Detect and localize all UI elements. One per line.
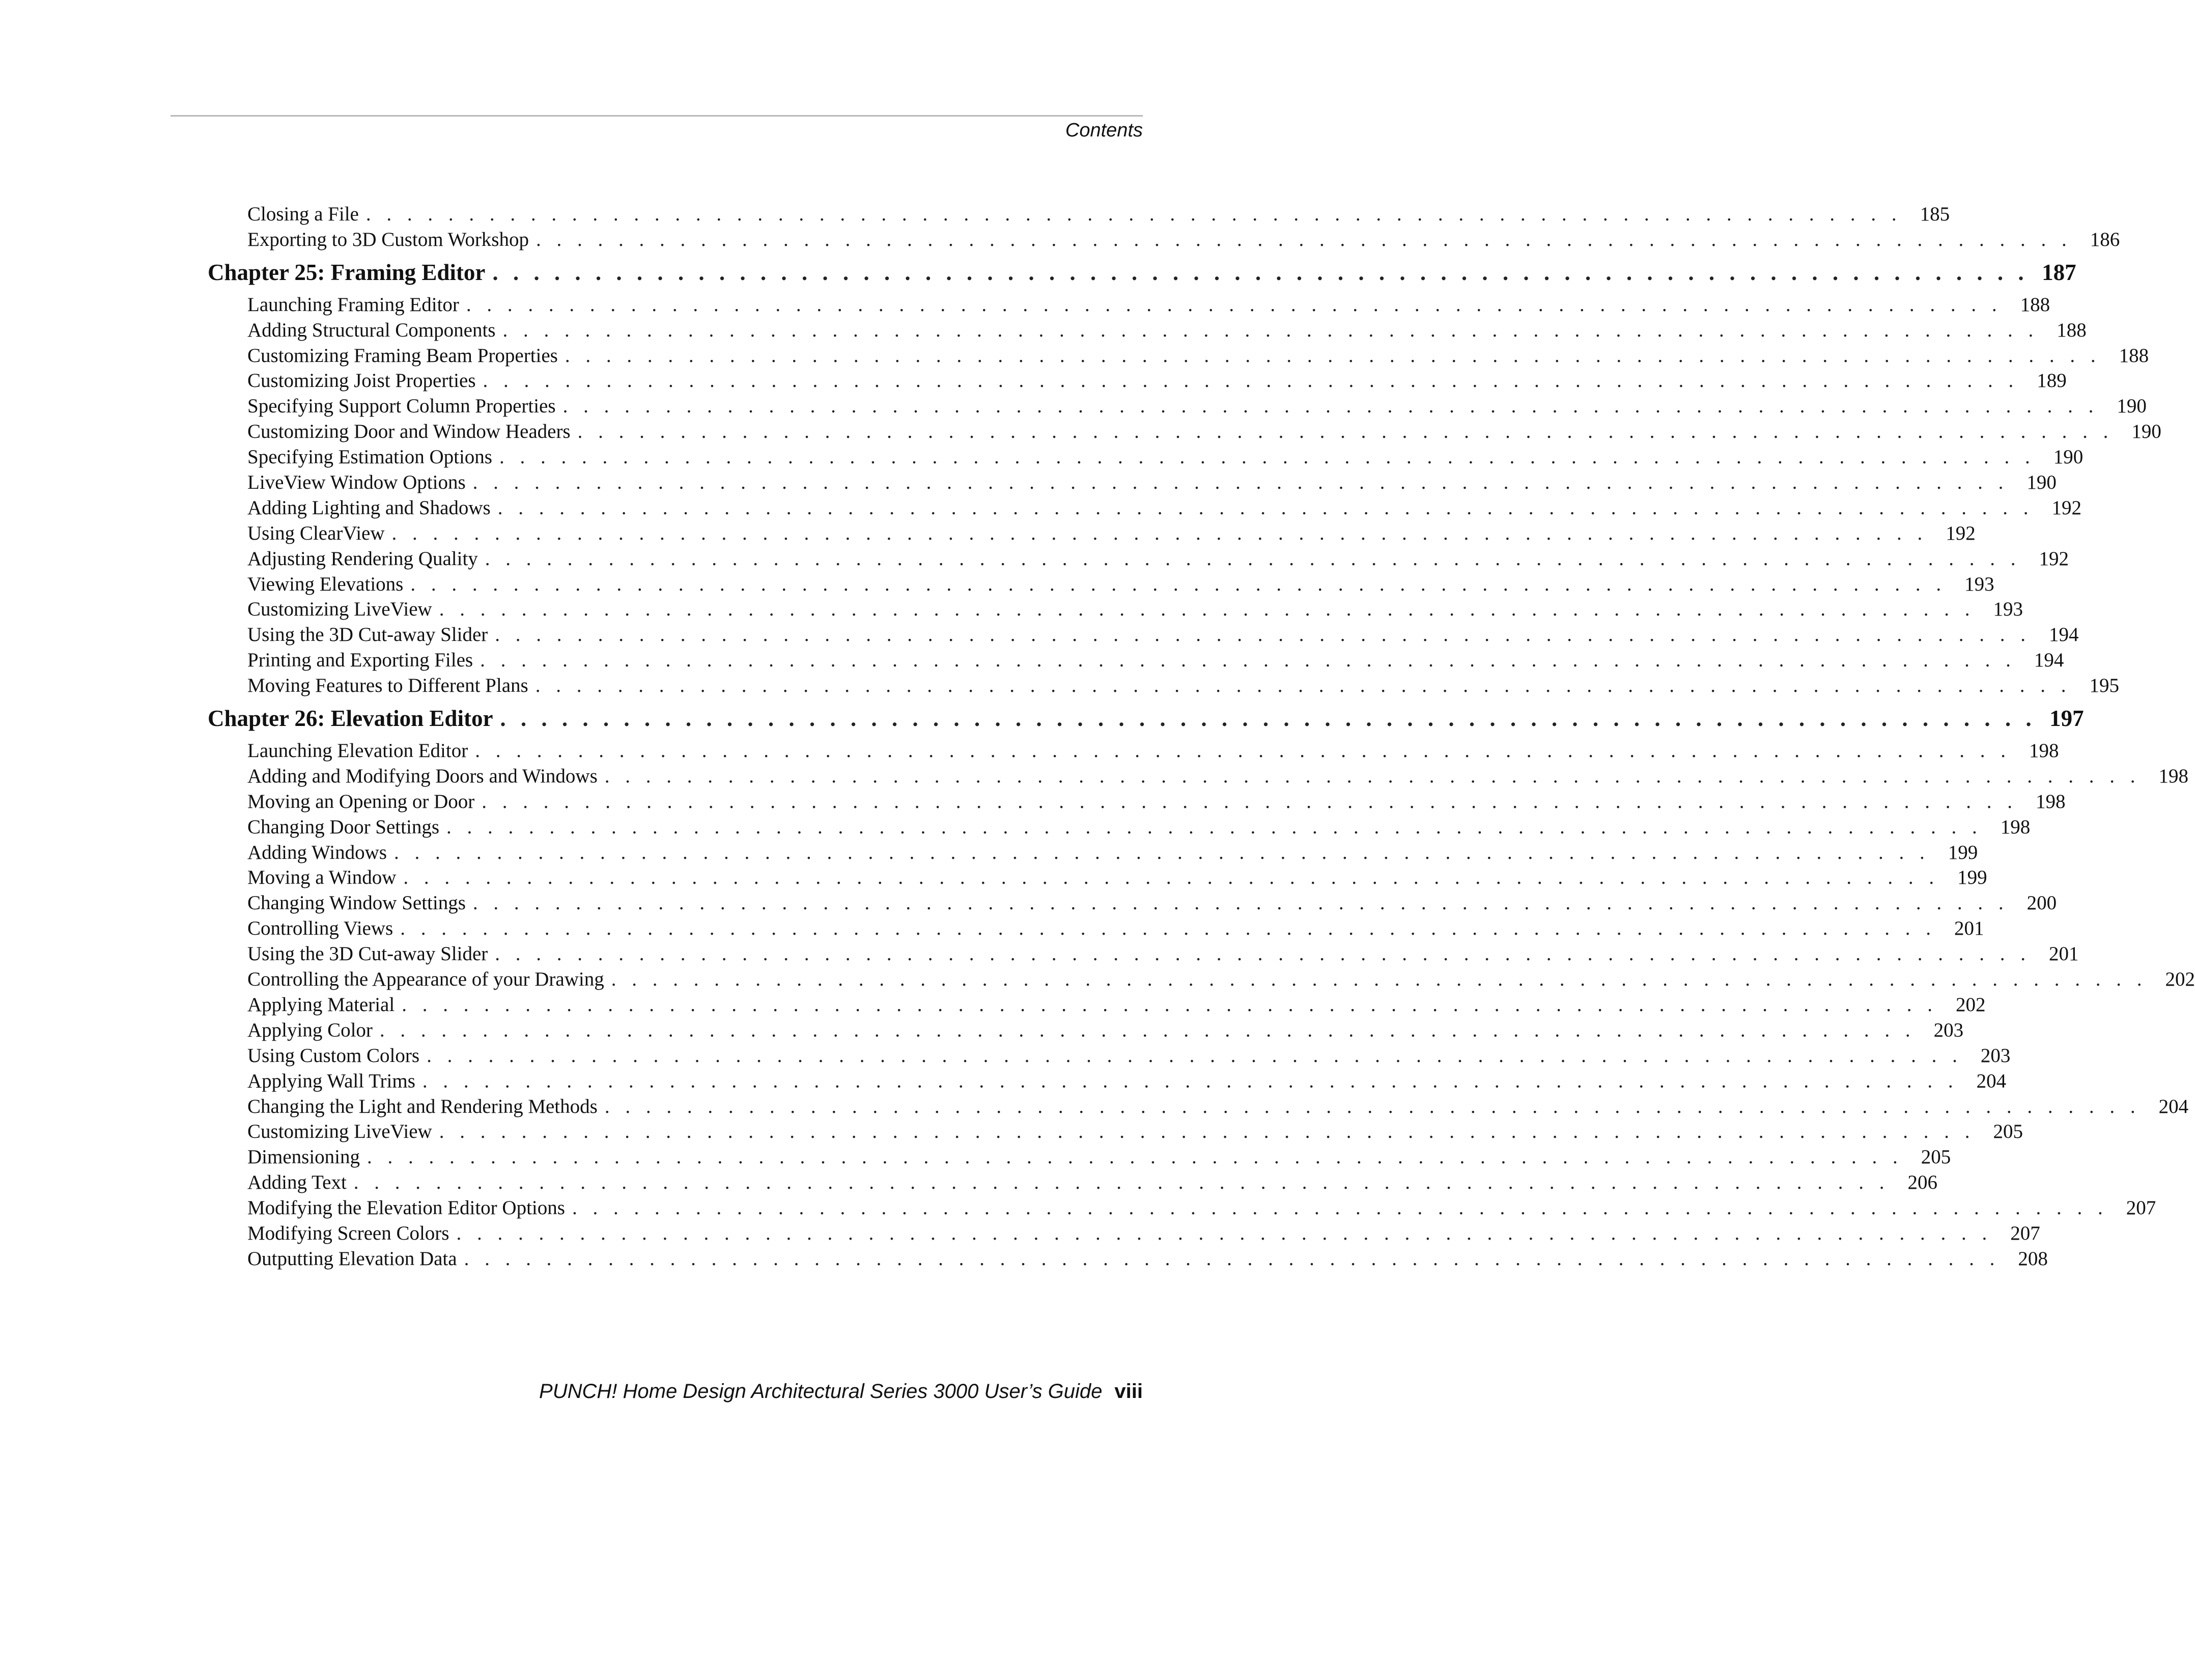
toc-entry-title: Specifying Support Column Properties [247, 395, 556, 417]
toc-entry[interactable] [247, 521, 1976, 546]
toc-entry-page: 200 [2027, 892, 2057, 914]
dot-leader: . . . . . . . . . . . . . . . . . . . . . . . . . . . . . . . . . . . . . . . . . . . . . . . . . . . . . . . . . . . . . . . . . . . . . . . . . . . [402, 993, 1938, 1016]
running-head: Contents [1065, 120, 1143, 141]
toc-entry-page: 190 [2117, 395, 2147, 417]
chapter-title: Chapter 25: Framing Editor [208, 259, 486, 285]
toc-entry-page: 203 [1933, 1019, 1964, 1041]
toc-entry-title: Using Custom Colors [247, 1044, 420, 1067]
toc-entry-page: 198 [2036, 790, 2066, 813]
toc-entry-title: Using ClearView [247, 522, 385, 544]
dot-leader: . . . . . . . . . . . . . . . . . . . . . . . . . . . . . . . . . . . . . . . . . . . . . . . . . . . . . . . . . . . . . . . . . . . . . . . . . . . [367, 1146, 1903, 1168]
dot-leader: . . . . . . . . . . . . . . . . . . . . . . . . . . . . . . . . . . . . . . . . . . . . . . . . . . . . . . . . . . . . . . . . . . . . . . . . . . . [577, 421, 2114, 443]
toc-entry-page: 205 [1993, 1121, 2023, 1143]
toc-entry-title: Customizing Door and Window Headers [247, 421, 571, 443]
toc-entry[interactable] [247, 227, 2120, 253]
toc-entry-title: Moving a Window [247, 866, 397, 889]
toc-entry[interactable] [247, 916, 1984, 941]
dot-leader: . . . . . . . . . . . . . . . . . . . . . . . . . . . . . . . . . . . . . . . . . . . . . . . . . . . . . . . . . . . . . . . . . . . . . . . . . . . [472, 471, 2009, 494]
toc-entry-page: 202 [2165, 968, 2195, 991]
toc-entry-title: Dimensioning [247, 1146, 360, 1168]
toc-entry-title: Viewing Elevations [247, 573, 404, 595]
chapter-26-entries [208, 738, 2195, 1272]
toc-entry[interactable] [247, 495, 2081, 521]
toc-entry[interactable] [247, 1195, 2156, 1221]
toc-entry-page: 193 [1964, 573, 1994, 595]
header-rule [171, 115, 1143, 117]
toc-entry[interactable] [247, 1119, 2023, 1144]
toc-entry-title: Specifying Estimation Options [247, 446, 492, 468]
dot-leader: . . . . . . . . . . . . . . . . . . . . . . . . . . . . . . . . . . . . . . . . . . . . . . . . . . . . . . . . . . . . . . . . . . . . . . . . . . . [500, 706, 2036, 732]
toc-entry[interactable] [247, 1246, 2048, 1272]
dot-leader: . . . . . . . . . . . . . . . . . . . . . . . . . . . . . . . . . . . . . . . . . . . . . . . . . . . . . . . . . . . . . . . . . . . . . . . . . . . [446, 816, 1983, 838]
toc-entry-page: 192 [2051, 496, 2081, 519]
toc-entry-page: 204 [2158, 1095, 2189, 1117]
toc-entry[interactable] [247, 1221, 2040, 1246]
toc-entry[interactable] [247, 597, 2023, 622]
dot-leader: . . . . . . . . . . . . . . . . . . . . . . . . . . . . . . . . . . . . . . . . . . . . . . . . . . . . . . . . . . . . . . . . . . . . . . . . . . . [379, 1019, 1916, 1041]
toc-entry-title: Controlling the Appearance of your Drawing [247, 968, 604, 991]
toc-entry[interactable] [247, 343, 2149, 369]
dot-leader: . . . . . . . . . . . . . . . . . . . . . . . . . . . . . . . . . . . . . . . . . . . . . . . . . . . . . . . . . . . . . . . . . . . . . . . . . . . [456, 1222, 1992, 1244]
dot-leader: . . . . . . . . . . . . . . . . . . . . . . . . . . . . . . . . . . . . . . . . . . . . . . . . . . . . . . . . . . . . . . . . . . . . . . . . . . . [536, 228, 2072, 250]
toc-entry-title: Customizing LiveView [247, 1121, 432, 1143]
dot-leader: . . . . . . . . . . . . . . . . . . . . . . . . . . . . . . . . . . . . . . . . . . . . . . . . . . . . . . . . . . . . . . . . . . . . . . . . . . . [391, 522, 1928, 544]
toc-entry[interactable] [247, 648, 2064, 673]
toc-entry[interactable] [247, 444, 2084, 470]
dot-leader: . . . . . . . . . . . . . . . . . . . . . . . . . . . . . . . . . . . . . . . . . . . . . . . . . . . . . . . . . . . . . . . . . . . . . . . . . . . [466, 293, 2003, 316]
dot-leader: . . . . . . . . . . . . . . . . . . . . . . . . . . . . . . . . . . . . . . . . . . . . . . . . . . . . . . . . . . . . . . . . . . . . . . . . . . . [422, 1070, 1959, 1092]
page-number: viii [1114, 1380, 1143, 1403]
toc-chapter-26[interactable] [208, 699, 2084, 738]
dot-leader: . . . . . . . . . . . . . . . . . . . . . . . . . . . . . . . . . . . . . . . . . . . . . . . . . . . . . . . . . . . . . . . . . . . . . . . . . . . [535, 675, 2071, 697]
dot-leader: . . . . . . . . . . . . . . . . . . . . . . . . . . . . . . . . . . . . . . . . . . . . . . . . . . . . . . . . . . . . . . . . . . . . . . . . . . . [502, 319, 2039, 341]
dot-leader: . . . . . . . . . . . . . . . . . . . . . . . . . . . . . . . . . . . . . . . . . . . . . . . . . . . . . . . . . . . . . . . . . . . . . . . . . . . [439, 1121, 1975, 1143]
toc-entry-title: Launching Elevation Editor [247, 740, 468, 762]
toc-entry-title: Launching Framing Editor [247, 293, 459, 316]
toc-entry-page: 188 [2020, 293, 2050, 316]
toc-entry-page: 199 [1957, 866, 1987, 889]
toc-entry-page: 188 [2119, 344, 2149, 367]
toc-entry-title: Changing Window Settings [247, 892, 466, 914]
toc-entry-page: 190 [2027, 471, 2057, 494]
dot-leader: . . . . . . . . . . . . . . . . . . . . . . . . . . . . . . . . . . . . . . . . . . . . . . . . . . . . . . . . . . . . . . . . . . . . . . . . . . . [562, 395, 2099, 417]
toc-entry-title: Moving Features to Different Plans [247, 675, 528, 697]
toc-entry[interactable] [247, 202, 1950, 227]
dot-leader: . . . . . . . . . . . . . . . . . . . . . . . . . . . . . . . . . . . . . . . . . . . . . . . . . . . . . . . . . . . . . . . . . . . . . . . . . . . [492, 259, 2029, 285]
toc-entry[interactable] [247, 941, 2079, 967]
toc-entry-title: Customizing Joist Properties [247, 370, 476, 392]
toc-entry[interactable] [247, 622, 2079, 648]
toc-entry-title: Customizing LiveView [247, 598, 432, 621]
dot-leader: . . . . . . . . . . . . . . . . . . . . . . . . . . . . . . . . . . . . . . . . . . . . . . . . . . . . . . . . . . . . . . . . . . . . . . . . . . . [572, 1197, 2108, 1219]
toc-entry-title: Controlling Views [247, 917, 393, 940]
toc-entry[interactable] [247, 673, 2119, 698]
toc-entry[interactable] [247, 967, 2195, 992]
toc-entry-page: 198 [2000, 816, 2031, 838]
dot-leader: . . . . . . . . . . . . . . . . . . . . . . . . . . . . . . . . . . . . . . . . . . . . . . . . . . . . . . . . . . . . . . . . . . . . . . . . . . . [403, 866, 1939, 889]
toc-entry-title: Changing the Light and Rendering Methods [247, 1095, 598, 1117]
toc-entry-page: 204 [1976, 1070, 2007, 1092]
dot-leader: . . . . . . . . . . . . . . . . . . . . . . . . . . . . . . . . . . . . . . . . . . . . . . . . . . . . . . . . . . . . . . . . . . . . . . . . . . . [410, 573, 1947, 595]
toc-entry-page: 207 [2126, 1197, 2156, 1219]
toc-entry-page: 194 [2034, 649, 2064, 671]
toc-entry[interactable] [247, 394, 2147, 419]
toc-entry[interactable] [247, 572, 1994, 597]
toc-entry[interactable] [247, 1170, 1938, 1195]
toc-entry-page: 190 [2053, 446, 2084, 468]
dot-leader: . . . . . . . . . . . . . . . . . . . . . . . . . . . . . . . . . . . . . . . . . . . . . . . . . . . . . . . . . . . . . . . . . . . . . . . . . . . [400, 917, 1936, 940]
toc-entry[interactable] [247, 890, 2057, 916]
toc-entry[interactable] [247, 1069, 2007, 1094]
page-footer [539, 1377, 1143, 1406]
toc-entry-title: Moving an Opening or Door [247, 790, 475, 813]
toc-entry[interactable] [247, 764, 2189, 789]
toc-entry-title: Printing and Exporting Files [247, 649, 473, 671]
dot-leader: . . . . . . . . . . . . . . . . . . . . . . . . . . . . . . . . . . . . . . . . . . . . . . . . . . . . . . . . . . . . . . . . . . . . . . . . . . . [604, 1095, 2141, 1117]
dot-leader: . . . . . . . . . . . . . . . . . . . . . . . . . . . . . . . . . . . . . . . . . . . . . . . . . . . . . . . . . . . . . . . . . . . . . . . . . . . [495, 624, 2031, 646]
toc-entry-title: Applying Material [247, 993, 395, 1016]
dot-leader: . . . . . . . . . . . . . . . . . . . . . . . . . . . . . . . . . . . . . . . . . . . . . . . . . . . . . . . . . . . . . . . . . . . . . . . . . . . [439, 598, 1975, 621]
dot-leader: . . . . . . . . . . . . . . . . . . . . . . . . . . . . . . . . . . . . . . . . . . . . . . . . . . . . . . . . . . . . . . . . . . . . . . . . . . . [499, 446, 2036, 468]
toc-entry-page: 193 [1993, 598, 2023, 621]
toc-entry-title: Using the 3D Cut-away Slider [247, 943, 488, 965]
toc-entry[interactable] [247, 546, 2069, 572]
chapter-page: 197 [2049, 706, 2084, 732]
dot-leader: . . . . . . . . . . . . . . . . . . . . . . . . . . . . . . . . . . . . . . . . . . . . . . . . . . . . . . . . . . . . . . . . . . . . . . . . . . . [495, 943, 2031, 965]
guide-title: PUNCH! Home Design Architectural Series 3000 User’s Guide [539, 1380, 1103, 1403]
dot-leader: . . . . . . . . . . . . . . . . . . . . . . . . . . . . . . . . . . . . . . . . . . . . . . . . . . . . . . . . . . . . . . . . . . . . . . . . . . . [365, 203, 1902, 225]
toc-entry-page: 189 [2037, 370, 2067, 392]
toc-entry-page: 208 [2018, 1247, 2048, 1270]
toc-entry-title: Modifying the Elevation Editor Options [247, 1197, 565, 1219]
toc-entry-page: 188 [2057, 319, 2087, 341]
toc-entry-page: 207 [2010, 1222, 2040, 1244]
toc-entry-page: 185 [1920, 203, 1950, 225]
toc-entry[interactable] [247, 1094, 2189, 1119]
chapter-25-entries [208, 292, 2161, 698]
toc-chapter-25[interactable] [208, 254, 2076, 292]
toc-entry-page: 198 [2029, 740, 2059, 762]
toc-entry-page: 201 [1954, 917, 1984, 940]
toc-entry-page: 195 [2089, 675, 2119, 697]
toc-entry[interactable] [247, 1043, 2011, 1069]
dot-leader: . . . . . . . . . . . . . . . . . . . . . . . . . . . . . . . . . . . . . . . . . . . . . . . . . . . . . . . . . . . . . . . . . . . . . . . . . . . [565, 344, 2101, 367]
toc-entry-page: 205 [1921, 1146, 1951, 1168]
dot-leader: . . . . . . . . . . . . . . . . . . . . . . . . . . . . . . . . . . . . . . . . . . . . . . . . . . . . . . . . . . . . . . . . . . . . . . . . . . . [393, 841, 1930, 863]
dot-leader: . . . . . . . . . . . . . . . . . . . . . . . . . . . . . . . . . . . . . . . . . . . . . . . . . . . . . . . . . . . . . . . . . . . . . . . . . . . [472, 892, 2009, 914]
toc-entry-page: 203 [1980, 1044, 2011, 1067]
toc-entry-title: Adding and Modifying Doors and Windows [247, 765, 598, 787]
dot-leader: . . . . . . . . . . . . . . . . . . . . . . . . . . . . . . . . . . . . . . . . . . . . . . . . . . . . . . . . . . . . . . . . . . . . . . . . . . . [497, 496, 2034, 519]
toc-entry-title: Changing Door Settings [247, 816, 439, 838]
dot-leader: . . . . . . . . . . . . . . . . . . . . . . . . . . . . . . . . . . . . . . . . . . . . . . . . . . . . . . . . . . . . . . . . . . . . . . . . . . . [483, 370, 2019, 392]
dot-leader: . . . . . . . . . . . . . . . . . . . . . . . . . . . . . . . . . . . . . . . . . . . . . . . . . . . . . . . . . . . . . . . . . . . . . . . . . . . [464, 1247, 2000, 1270]
toc-entry[interactable] [247, 815, 2031, 840]
dot-leader: . . . . . . . . . . . . . . . . . . . . . . . . . . . . . . . . . . . . . . . . . . . . . . . . . . . . . . . . . . . . . . . . . . . . . . . . . . . [482, 790, 2018, 813]
toc-entry-page: 192 [1946, 522, 1976, 544]
toc-entry-page: 201 [2049, 943, 2079, 965]
toc-entry[interactable] [247, 1018, 1964, 1043]
dot-leader: . . . . . . . . . . . . . . . . . . . . . . . . . . . . . . . . . . . . . . . . . . . . . . . . . . . . . . . . . . . . . . . . . . . . . . . . . . . [604, 765, 2141, 787]
dot-leader: . . . . . . . . . . . . . . . . . . . . . . . . . . . . . . . . . . . . . . . . . . . . . . . . . . . . . . . . . . . . . . . . . . . . . . . . . . . [480, 649, 2016, 671]
toc-entry[interactable] [247, 419, 2161, 444]
toc-entry-page: 186 [2090, 228, 2120, 250]
toc-entry-title: Adding Windows [247, 841, 387, 863]
toc-entry-title: Outputting Elevation Data [247, 1247, 457, 1270]
toc-entry-page: 206 [1907, 1171, 1938, 1194]
toc-entry-page: 194 [2049, 624, 2079, 646]
chapter-title: Chapter 26: Elevation Editor [208, 706, 493, 732]
toc-entry[interactable] [247, 470, 2057, 495]
table-of-contents [208, 202, 2195, 1272]
toc-entry-page: 198 [2158, 765, 2189, 787]
toc-entry-title: Applying Wall Trims [247, 1070, 415, 1092]
toc-entry[interactable] [247, 840, 1978, 865]
toc-entry-page: 192 [2039, 547, 2069, 570]
toc-entry[interactable] [247, 292, 2050, 318]
chapter-page: 187 [2042, 259, 2076, 285]
toc-entry-title: Customizing Framing Beam Properties [247, 344, 558, 367]
toc-entry-title: Adding Text [247, 1171, 347, 1194]
toc-entry[interactable] [247, 738, 2059, 764]
toc-entry-title: Adding Lighting and Shadows [247, 496, 491, 519]
toc-entry[interactable] [247, 368, 2067, 394]
toc-entry-title: Modifying Screen Colors [247, 1222, 449, 1244]
dot-leader: . . . . . . . . . . . . . . . . . . . . . . . . . . . . . . . . . . . . . . . . . . . . . . . . . . . . . . . . . . . . . . . . . . . . . . . . . . . [485, 547, 2021, 570]
toc-entry-page: 202 [1955, 993, 1986, 1016]
dot-leader: . . . . . . . . . . . . . . . . . . . . . . . . . . . . . . . . . . . . . . . . . . . . . . . . . . . . . . . . . . . . . . . . . . . . . . . . . . . [427, 1044, 1963, 1067]
toc-entry[interactable] [247, 318, 2087, 343]
toc-entry[interactable] [247, 865, 1987, 890]
dot-leader: . . . . . . . . . . . . . . . . . . . . . . . . . . . . . . . . . . . . . . . . . . . . . . . . . . . . . . . . . . . . . . . . . . . . . . . . . . . [475, 740, 2011, 762]
toc-entry-page: 199 [1948, 841, 1978, 863]
toc-entry-title: Using the 3D Cut-away Slider [247, 624, 488, 646]
toc-entry[interactable] [247, 789, 2066, 815]
dot-leader: . . . . . . . . . . . . . . . . . . . . . . . . . . . . . . . . . . . . . . . . . . . . . . . . . . . . . . . . . . . . . . . . . . . . . . . . . . . [611, 968, 2147, 991]
toc-entry-title: LiveView Window Options [247, 471, 466, 494]
toc-entry-title: Closing a File [247, 203, 359, 225]
toc-entry-title: Adjusting Rendering Quality [247, 547, 478, 570]
toc-entry-title: Exporting to 3D Custom Workshop [247, 228, 529, 250]
toc-entry-title: Adding Structural Components [247, 319, 496, 341]
toc-entry-title: Applying Color [247, 1019, 373, 1041]
toc-entry[interactable] [247, 992, 1986, 1018]
dot-leader: . . . . . . . . . . . . . . . . . . . . . . . . . . . . . . . . . . . . . . . . . . . . . . . . . . . . . . . . . . . . . . . . . . . . . . . . . . . [353, 1171, 1890, 1194]
toc-entry-page: 190 [2131, 421, 2161, 443]
toc-entry[interactable] [247, 1144, 1951, 1170]
